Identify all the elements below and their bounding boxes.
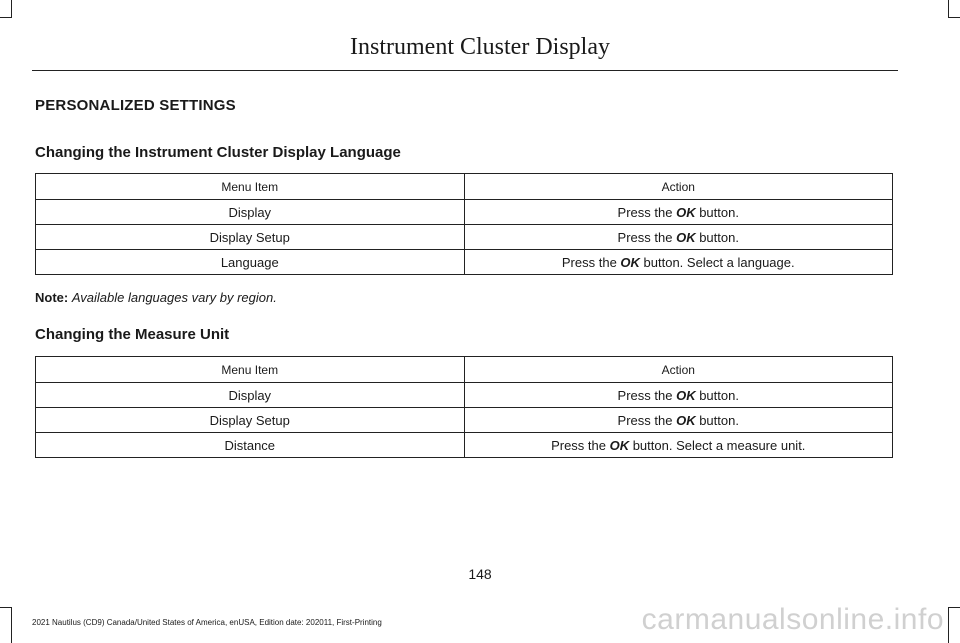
menu-item-cell: Display Setup [36,408,465,433]
note-label: Note: [35,290,69,305]
action-cell: Press the OK button. [464,225,893,250]
column-header-action: Action [464,357,893,383]
column-header-menu-item: Menu Item [36,174,465,200]
action-cell: Press the OK button. [464,383,893,408]
action-cell: Press the OK button. [464,408,893,433]
menu-item-cell: Language [36,250,465,275]
table-row [36,250,893,275]
action-cell: Press the OK button. [464,200,893,225]
ok-key: OK [676,387,696,403]
crop-mark-top-left [0,0,12,18]
crop-mark-top-left-h [0,17,12,18]
page-number: 148 [468,566,492,582]
crop-mark-top-right-h [948,17,960,18]
language-subheading: Changing the Instrument Cluster Display Language [35,144,401,161]
table-row [36,225,893,250]
table-header-row [36,174,893,200]
ok-key: OK [676,229,696,245]
footer-edition-text: 2021 Nautilus (CD9) Canada/United States of America, enUSA, Edition date: 202011, First-Printing [32,618,382,627]
ok-key: OK [676,204,696,220]
menu-item-cell: Distance [36,433,465,458]
ok-key: OK [620,254,640,270]
action-cell: Press the OK button. Select a measure unit. [464,433,893,458]
menu-item-cell: Display [36,200,465,225]
table-row [36,408,893,433]
measure-table [35,356,893,458]
column-header-menu-item: Menu Item [36,357,465,383]
ok-key: OK [609,437,630,453]
table-header-row [36,357,893,383]
watermark-logo: carmanualsonline.info [641,603,944,636]
crop-mark-bottom-left [0,607,12,643]
measure-subheading: Changing the Measure Unit [35,326,230,343]
menu-item-cell: Display Setup [36,225,465,250]
header-divider [32,70,898,71]
note-text: Available languages vary by region. [71,290,277,305]
crop-mark-bottom-right [948,607,960,643]
page-header-title: Instrument Cluster Display [350,34,610,60]
table-row [36,200,893,225]
section-heading: PERSONALIZED SETTINGS [35,97,236,114]
note [35,290,277,305]
table-row [36,433,893,458]
action-cell: Press the OK button. Select a language. [464,250,893,275]
menu-item-cell: Display [36,383,465,408]
crop-mark-top-right [948,0,960,18]
ok-key: OK [676,412,696,428]
column-header-action: Action [464,174,893,200]
table-row [36,383,893,408]
language-table [35,173,893,275]
